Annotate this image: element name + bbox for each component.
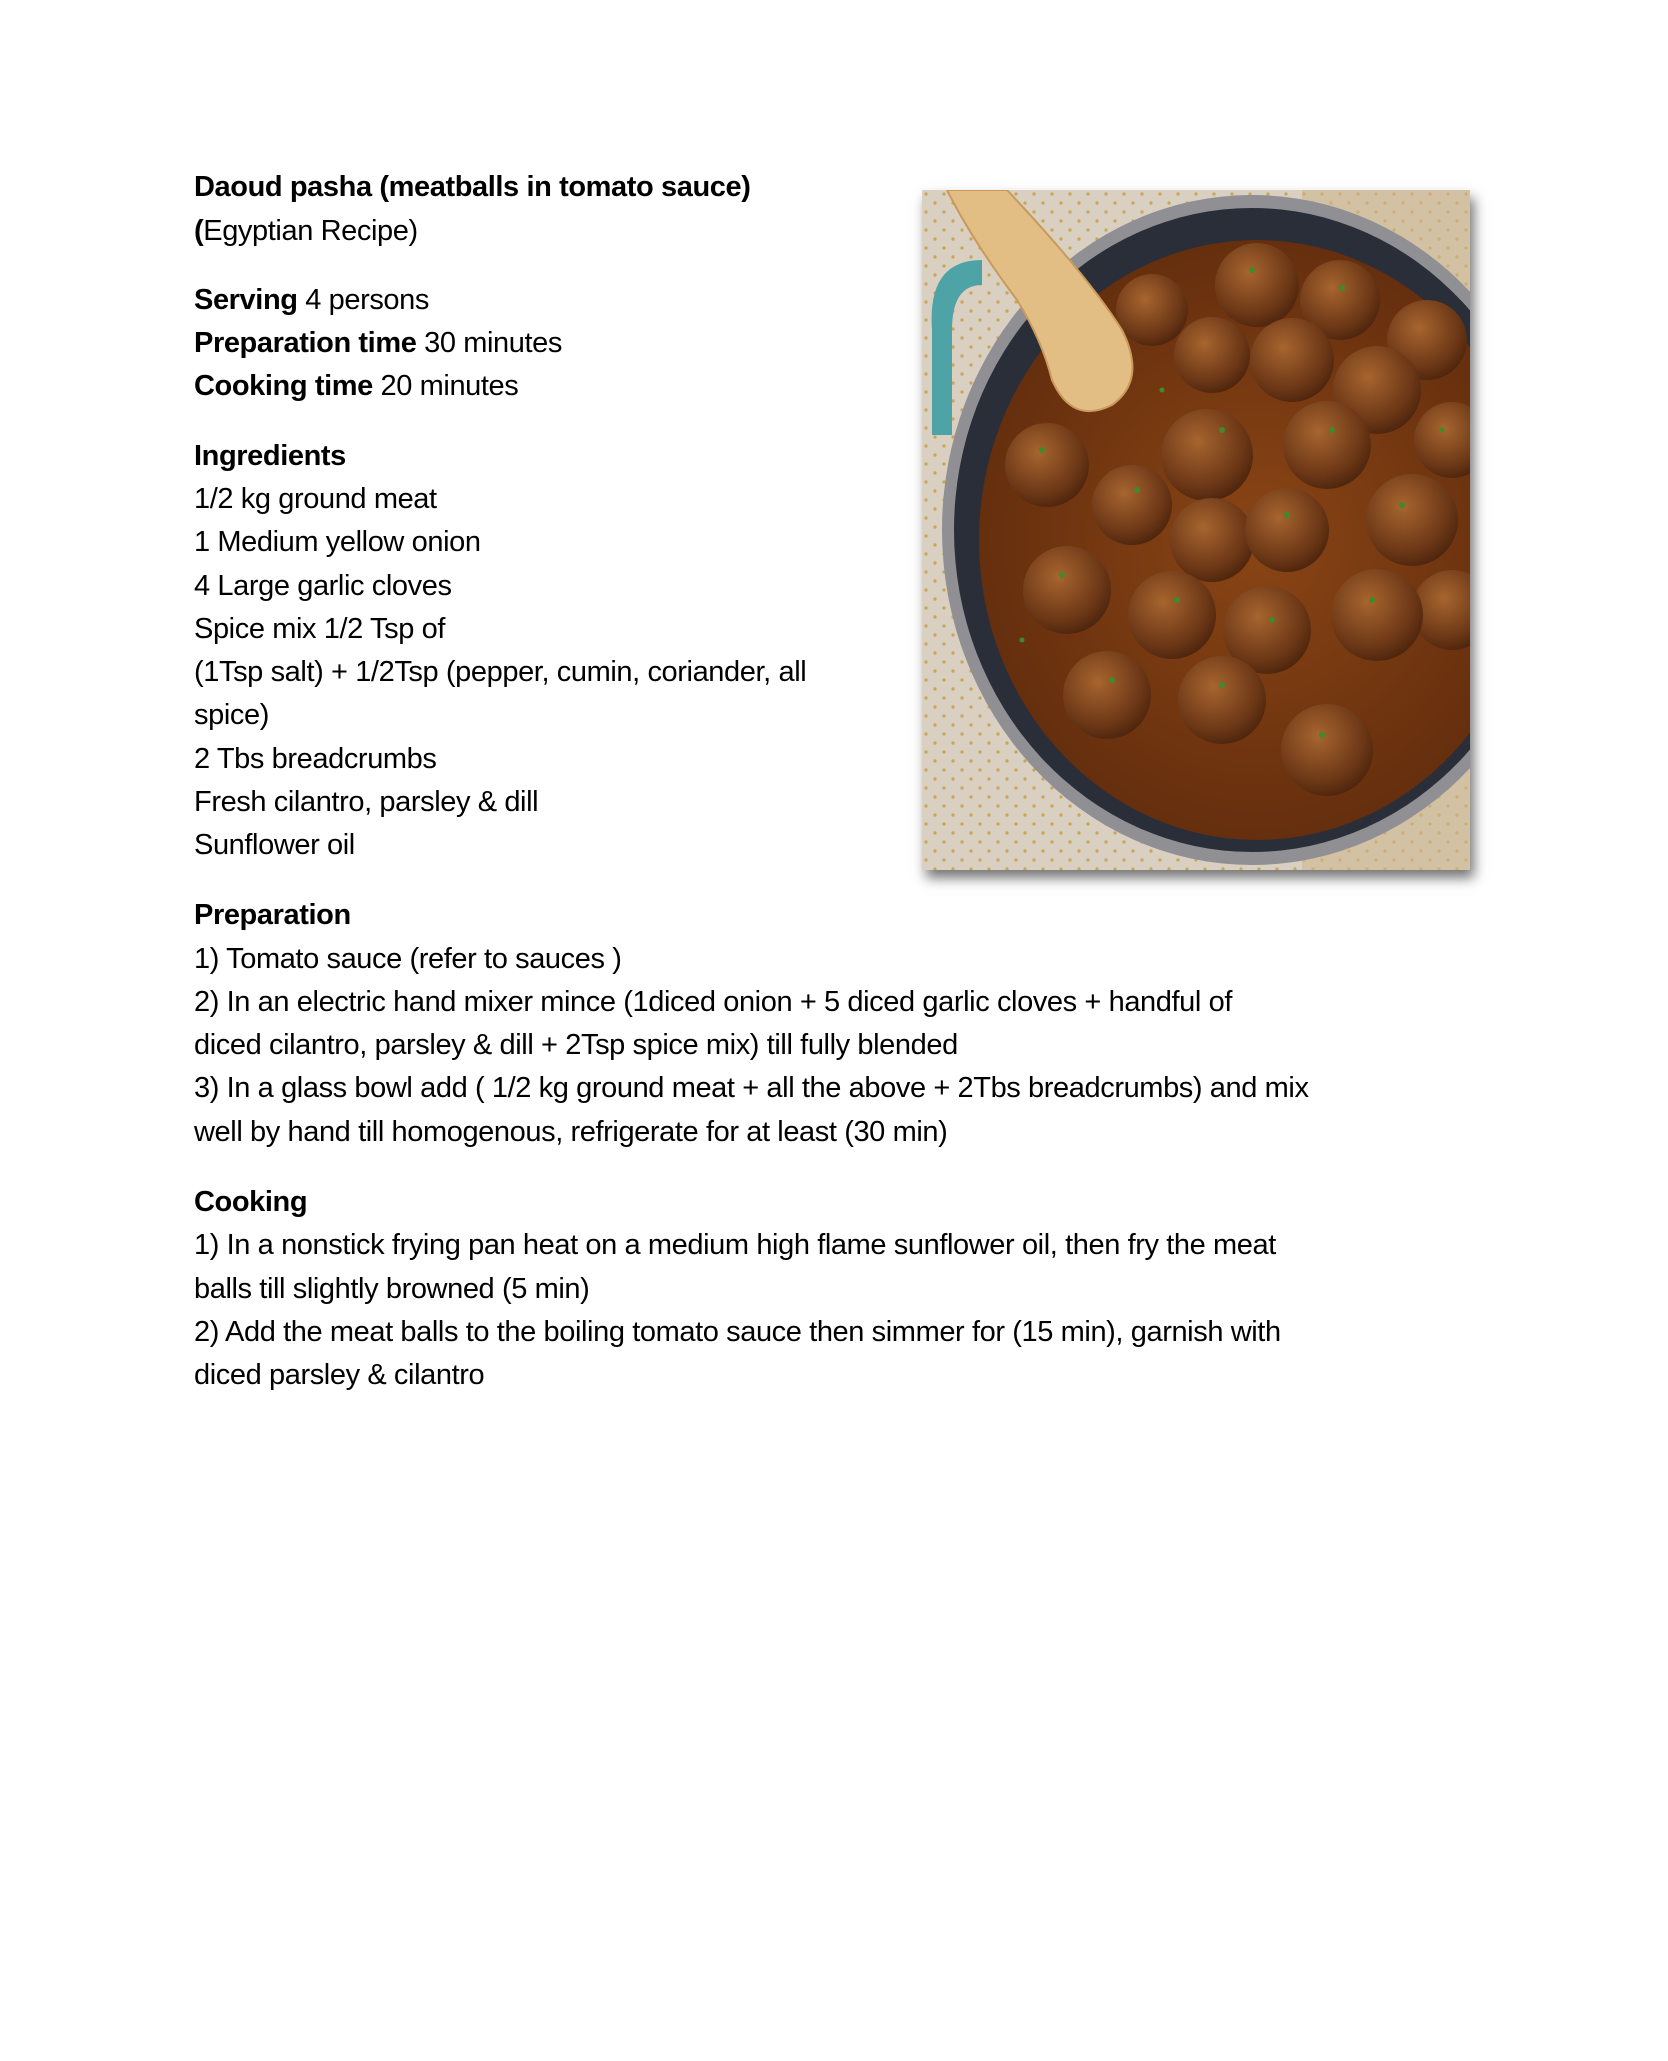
subtitle-text: Egyptian Recipe) (203, 215, 418, 247)
cooking-line: diced parsley & cilantro (194, 1359, 485, 1391)
preparation-line: 2) In an electric hand mixer mince (1diced onion + 5 diced garlic cloves + handful of (194, 986, 1232, 1018)
ingredient-item: Fresh cilantro, parsley & dill (194, 786, 539, 818)
preparation-line: 1) Tomato sauce (refer to sauces ) (194, 943, 622, 975)
cooking-line: balls till slightly browned (5 min) (194, 1273, 590, 1305)
meatballs-photo (922, 190, 1470, 870)
cook-time-label: Cooking time (194, 370, 373, 402)
ingredient-item: Sunflower oil (194, 829, 355, 861)
ingredient-item: (1Tsp salt) + 1/2Tsp (pepper, cumin, coriander, all (194, 656, 807, 688)
subtitle-paren: ( (194, 215, 204, 247)
serving-line (194, 279, 429, 322)
preparation-heading: Preparation (194, 899, 351, 931)
cooking-heading: Cooking (194, 1186, 308, 1218)
ingredient-item: 1/2 kg ground meat (194, 483, 437, 515)
serving-label: Serving (194, 284, 298, 316)
preparation-line: well by hand till homogenous, refrigerate for at least (30 min) (194, 1116, 948, 1148)
ingredient-item: 1 Medium yellow onion (194, 526, 481, 558)
ingredient-item: 2 Tbs breadcrumbs (194, 743, 437, 775)
cook-time-line (194, 365, 518, 408)
recipe-title: Daoud pasha (meatballs in tomato sauce) (194, 171, 751, 203)
recipe-subtitle (194, 210, 418, 253)
ingredient-item: 4 Large garlic cloves (194, 570, 452, 602)
prep-time-line (194, 322, 562, 365)
ingredients-heading: Ingredients (194, 440, 346, 472)
preparation-line: diced cilantro, parsley & dill + 2Tsp spice mix) till fully blended (194, 1029, 958, 1061)
serving-value: 4 persons (297, 284, 429, 316)
prep-time-label: Preparation time (194, 327, 417, 359)
ingredient-item: Spice mix 1/2 Tsp of (194, 613, 445, 645)
cooking-line: 2) Add the meat balls to the boiling tomato sauce then simmer for (15 min), garnish with (194, 1316, 1281, 1348)
preparation-line: 3) In a glass bowl add ( 1/2 kg ground meat + all the above + 2Tbs breadcrumbs) and mix (194, 1072, 1309, 1104)
meatballs-illustration (922, 190, 1470, 870)
ingredient-item: spice) (194, 699, 269, 731)
cooking-line: 1) In a nonstick frying pan heat on a medium high flame sunflower oil, then fry the meat (194, 1229, 1276, 1261)
cook-time-value: 20 minutes (372, 370, 519, 402)
prep-time-value: 30 minutes (416, 327, 562, 359)
